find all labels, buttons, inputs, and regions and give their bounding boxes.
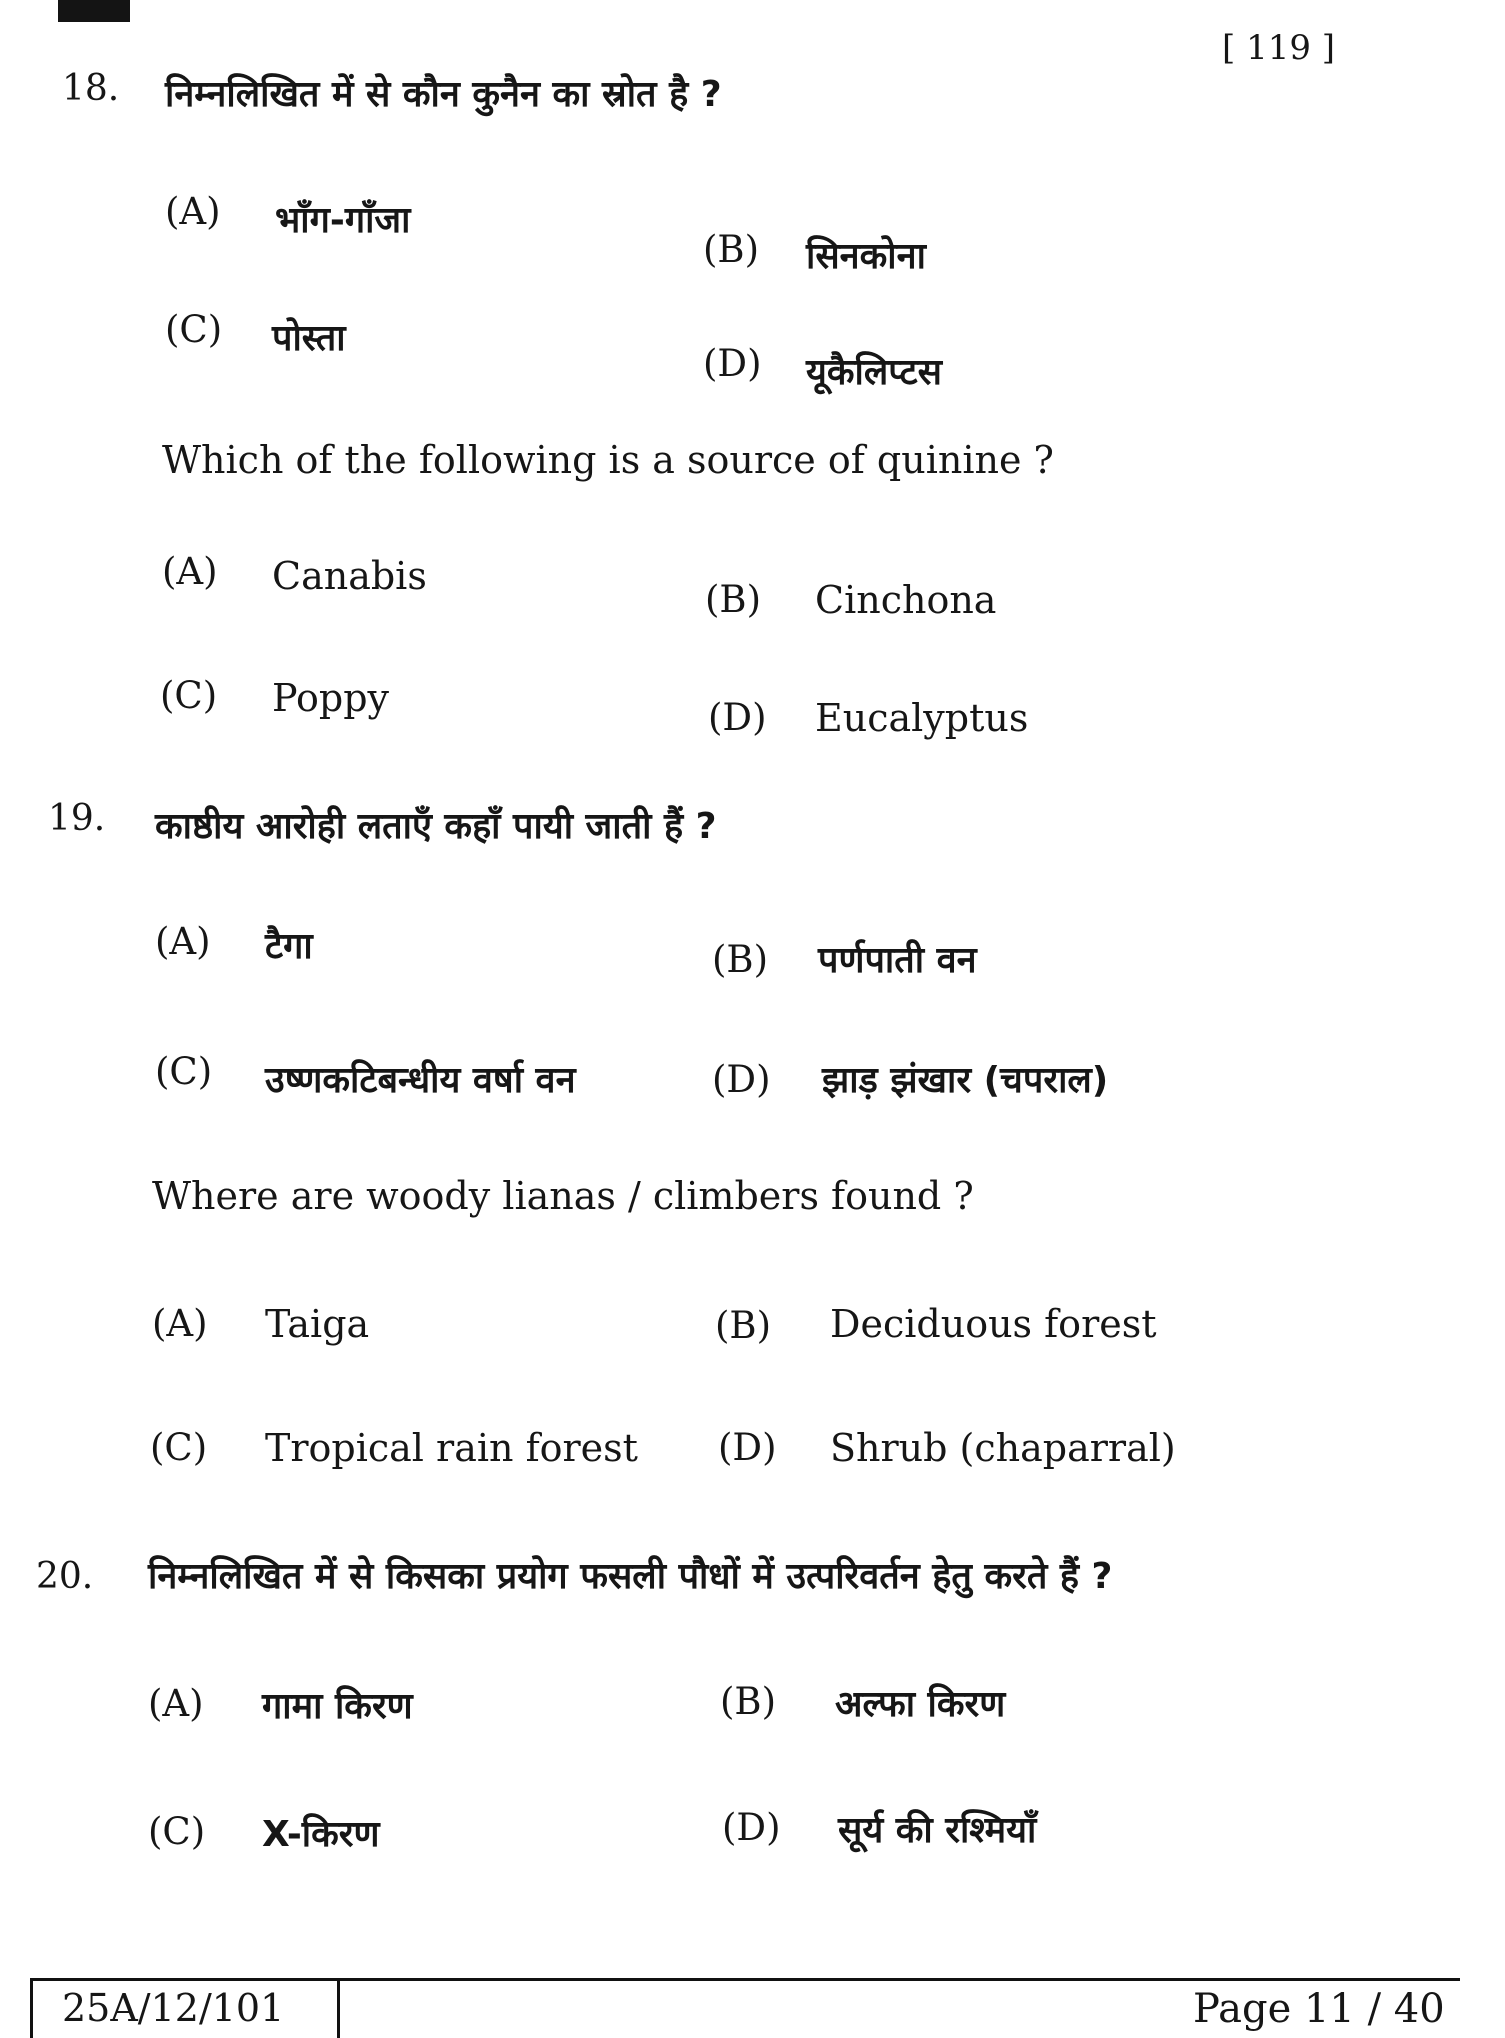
corner-mark bbox=[58, 0, 130, 22]
option-label: (B) bbox=[715, 1304, 772, 1347]
question-number: 18. bbox=[62, 68, 120, 109]
question-number: 20. bbox=[36, 1556, 94, 1597]
option-text: X-किरण bbox=[262, 1814, 380, 1855]
option-text: सूर्य की रश्मियाँ bbox=[838, 1810, 1037, 1851]
page-number: [ 119 ] bbox=[1222, 28, 1336, 68]
option-text: झाड़ झंखार (चपराल) bbox=[822, 1060, 1109, 1101]
option-label: (A) bbox=[152, 1302, 208, 1345]
question-text-hindi: काष्ठीय आरोही लताएँ कहाँ पायी जाती हैं ? bbox=[155, 806, 717, 847]
option-label: (C) bbox=[160, 674, 218, 717]
option-label: (A) bbox=[155, 920, 211, 963]
question-text-hindi: निम्नलिखित में से कौन कुनैन का स्रोत है ? bbox=[165, 74, 722, 115]
option-label: (C) bbox=[155, 1050, 213, 1093]
option-text: Canabis bbox=[272, 554, 427, 598]
option-label: (D) bbox=[708, 696, 767, 739]
option-label: (B) bbox=[705, 578, 762, 621]
option-text: Shrub (chaparral) bbox=[830, 1426, 1176, 1470]
option-label: (C) bbox=[148, 1810, 206, 1853]
footer-code: 25A/12/101 bbox=[62, 1986, 285, 2030]
option-label: (C) bbox=[165, 308, 223, 351]
option-text: Taiga bbox=[265, 1302, 370, 1346]
option-label: (D) bbox=[722, 1806, 781, 1849]
option-label: (D) bbox=[718, 1426, 777, 1469]
option-text: Eucalyptus bbox=[815, 696, 1029, 740]
option-text: Poppy bbox=[272, 676, 390, 720]
question-text-hindi: निम्नलिखित में से किसका प्रयोग फसली पौधों में उत्परिवर्तन हेतु करते हैं ? bbox=[148, 1556, 1113, 1597]
option-label: (D) bbox=[712, 1058, 771, 1101]
question-text-english: Which of the following is a source of quinine ? bbox=[162, 438, 1054, 482]
option-text: पर्णपाती वन bbox=[818, 940, 977, 981]
option-text: अल्फा किरण bbox=[835, 1684, 1006, 1725]
option-label: (C) bbox=[150, 1426, 208, 1469]
option-text: सिनकोना bbox=[806, 236, 926, 277]
question-number: 19. bbox=[48, 798, 106, 839]
option-text: Deciduous forest bbox=[830, 1302, 1157, 1346]
option-label: (B) bbox=[703, 228, 760, 271]
option-label: (A) bbox=[162, 550, 218, 593]
option-text: टैगा bbox=[265, 926, 313, 967]
option-text: भाँग-गाँजा bbox=[275, 200, 411, 241]
option-label: (A) bbox=[165, 190, 221, 233]
option-text: गामा किरण bbox=[262, 1686, 413, 1727]
footer-page: Page 11 / 40 bbox=[1193, 1986, 1445, 2032]
option-text: यूकैलिप्टस bbox=[806, 352, 943, 393]
option-label: (B) bbox=[720, 1680, 777, 1723]
option-text: उष्णकटिबन्धीय वर्षा वन bbox=[265, 1060, 576, 1101]
option-label: (D) bbox=[703, 342, 762, 385]
option-label: (A) bbox=[148, 1682, 204, 1725]
question-text-english: Where are woody lianas / climbers found ? bbox=[152, 1174, 974, 1218]
option-text: Cinchona bbox=[815, 578, 997, 622]
option-label: (B) bbox=[712, 938, 769, 981]
option-text: Tropical rain forest bbox=[265, 1426, 638, 1470]
option-text: पोस्ता bbox=[272, 318, 346, 359]
